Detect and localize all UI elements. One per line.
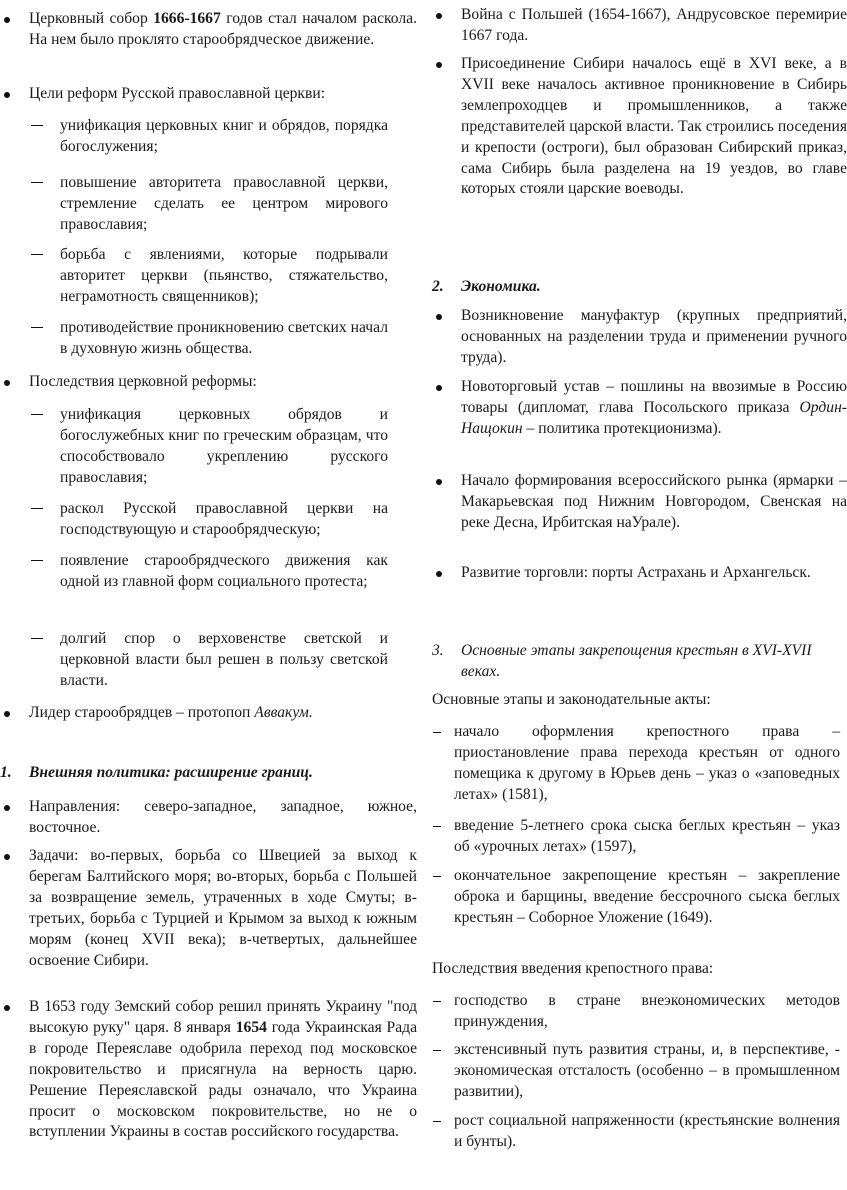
stage-item (432, 722, 840, 806)
text: экстенсивный путь развития страны, и, в перспективе, - экономическая отсталость (особенно – в промышленном развитии), (454, 1041, 840, 1100)
text: унификация церковных обрядов и богослужебных книг по греческим образцам, что способствовало укреплению русского православия; (60, 406, 388, 486)
text: долгий спор о верховенстве светской и церковной власти был решен в пользу светской власти. (60, 630, 388, 689)
stage-item (432, 816, 840, 858)
goal-item (0, 173, 388, 236)
text: – политика протекционизма). (522, 419, 722, 437)
bullet-reform-goals (0, 84, 417, 105)
text: борьба с явлениями, которые подрывали авторитет церкви (пьянство, стяжательство, неграмотность священников); (60, 246, 388, 305)
consequences-intro (432, 959, 818, 980)
section-number: 3. (432, 642, 444, 659)
name-italic: Ордин-Нащокин (461, 398, 847, 437)
text: Последствия церковной реформы: (29, 373, 257, 390)
section-number: 1. (0, 764, 12, 781)
bullet-reform-effects (0, 372, 417, 393)
consequence-item (432, 1111, 840, 1153)
text: Начало формирования всероссийского рынка (ярмарки – Макарьевская под Нижним Новгородом, Свенская на реке Десна, Ирбитская наУрале). (461, 472, 847, 531)
text: начало оформления крепостного права – приостановление права перехода крестьян от одного помещика к другому в Юрьев день – указ о «заповедных летах» (1581), (454, 723, 840, 803)
bullet-ukraine (0, 997, 417, 1143)
year-bold: 1666-1667 (153, 10, 221, 27)
text: Возникновение мануфактур (крупных предприятий, основанных на разделении труда и применении ручного труда). (461, 307, 847, 366)
consequence-item (432, 1040, 840, 1103)
bullet-siberia (432, 54, 847, 200)
text: повышение авторитета православной церкви, стремление сделать ее центром мирового православия; (60, 174, 388, 233)
section-heading-economy (432, 277, 847, 298)
text: Лидер старообрядцев – протопоп (29, 704, 255, 721)
goal-item (0, 245, 388, 308)
text: года Украинская Рада в городе Переяславе одобрила переход под московское покровительство и присягнула на верность царю. Решение Переяславской рады означало, что Украина просит о московском покровительстве, но не о вступлении Украины в состав российского государства. (29, 1018, 417, 1141)
text: господство в стране внеэкономических методов принуждения, (454, 992, 840, 1030)
effect-item (0, 551, 388, 593)
section-heading-serfdom (432, 641, 847, 683)
text: Церковный собор (29, 10, 154, 27)
text: противодействие проникновению светских начал в духовную жизнь общества. (60, 319, 388, 357)
bullet-church-council (0, 9, 417, 51)
stages-intro (432, 690, 818, 711)
text: Война с Польшей (1654-1667), Андрусовское перемирие 1667 года. (461, 6, 847, 44)
section-heading-foreign-policy (0, 763, 417, 784)
bullet-market (432, 471, 847, 534)
text: Основные этапы и законодательные акты: (432, 691, 711, 708)
bullet-trade-charter (432, 377, 847, 440)
section-title: Основные этапы закрепощения крестьян в XVI-XVII веках. (461, 642, 812, 680)
text: Цели реформ Русской православной церкви: (29, 85, 326, 102)
bullet-old-believers-leader (0, 703, 417, 724)
year-bold: 1654 (235, 1018, 267, 1036)
bullet-tasks (0, 846, 417, 971)
text: Развитие торговли: порты Астрахань и Архангельск. (461, 564, 811, 581)
bullet-manufactures (432, 306, 847, 369)
goal-item (0, 318, 388, 360)
section-title: Внешняя политика: расширение границ. (29, 764, 313, 781)
consequence-item (432, 991, 840, 1033)
text: окончательное закрепощение крестьян – закрепление оброка и барщины, введение бессрочного сыска беглых крестьян – Соборное Уложение (1649). (454, 867, 840, 926)
text: В 1653 году Земский собор решил принять Украину "под высокую руку" царя. 8 января (29, 998, 417, 1036)
text: рост социальной напряженности (крестьянские волнения и бунты). (454, 1112, 840, 1150)
section-title: Экономика. (461, 278, 541, 295)
text: годов стал началом раскола. На нем было проклято старообрядческое движение. (29, 10, 417, 48)
effect-item (0, 405, 388, 489)
bullet-ports (432, 563, 847, 584)
goal-item (0, 116, 388, 158)
text: Новоторговый устав – пошлины на ввозимые в Россию товары (дипломат, глава Посольского приказа (461, 378, 847, 416)
stage-item (432, 866, 840, 929)
text: появление старообрядческого движения как одной из главной форм социального протеста; (60, 552, 388, 590)
effect-item (0, 499, 388, 541)
text: Направления: северо-западное, западное, южное, восточное. (29, 798, 417, 836)
text: Присоединение Сибири началось ещё в XVI веке, а в XVII веке началось активное проникновение в Сибирь землепроходцев и промышленников, а также представителей царской власти. Так строились поседения и крепости (остроги), был образован Сибирский приказ, сама Сибирь была разделена на 19 уездов, во главе которых стояли царские воеводы. (461, 55, 847, 198)
bullet-war-poland (432, 5, 847, 47)
text: Последствия введения крепостного права: (432, 960, 714, 977)
text: раскол Русской православной церкви на господствующую и старообрядческую; (60, 500, 388, 538)
bullet-directions (0, 797, 417, 839)
text: Задачи: во-первых, борьба со Швецией за выход к берегам Балтийского моря; во-вторых, борьба с Польшей за возвращение земель, утраченных в ходе Смуты; в-третьих, борьба с Турцией и Крымом за выход к южным морям (конец XVII века); в-четвертых, дальнейшее освоение Сибири. (29, 847, 417, 969)
effect-item (0, 629, 388, 692)
name-italic: Аввакум. (254, 704, 313, 721)
text: введение 5-летнего срока сыска беглых крестьян – указ об «урочных летах» (1597), (454, 817, 840, 855)
text: унификация церковных книг и обрядов, порядка богослужения; (60, 117, 388, 155)
section-number: 2. (432, 278, 444, 295)
